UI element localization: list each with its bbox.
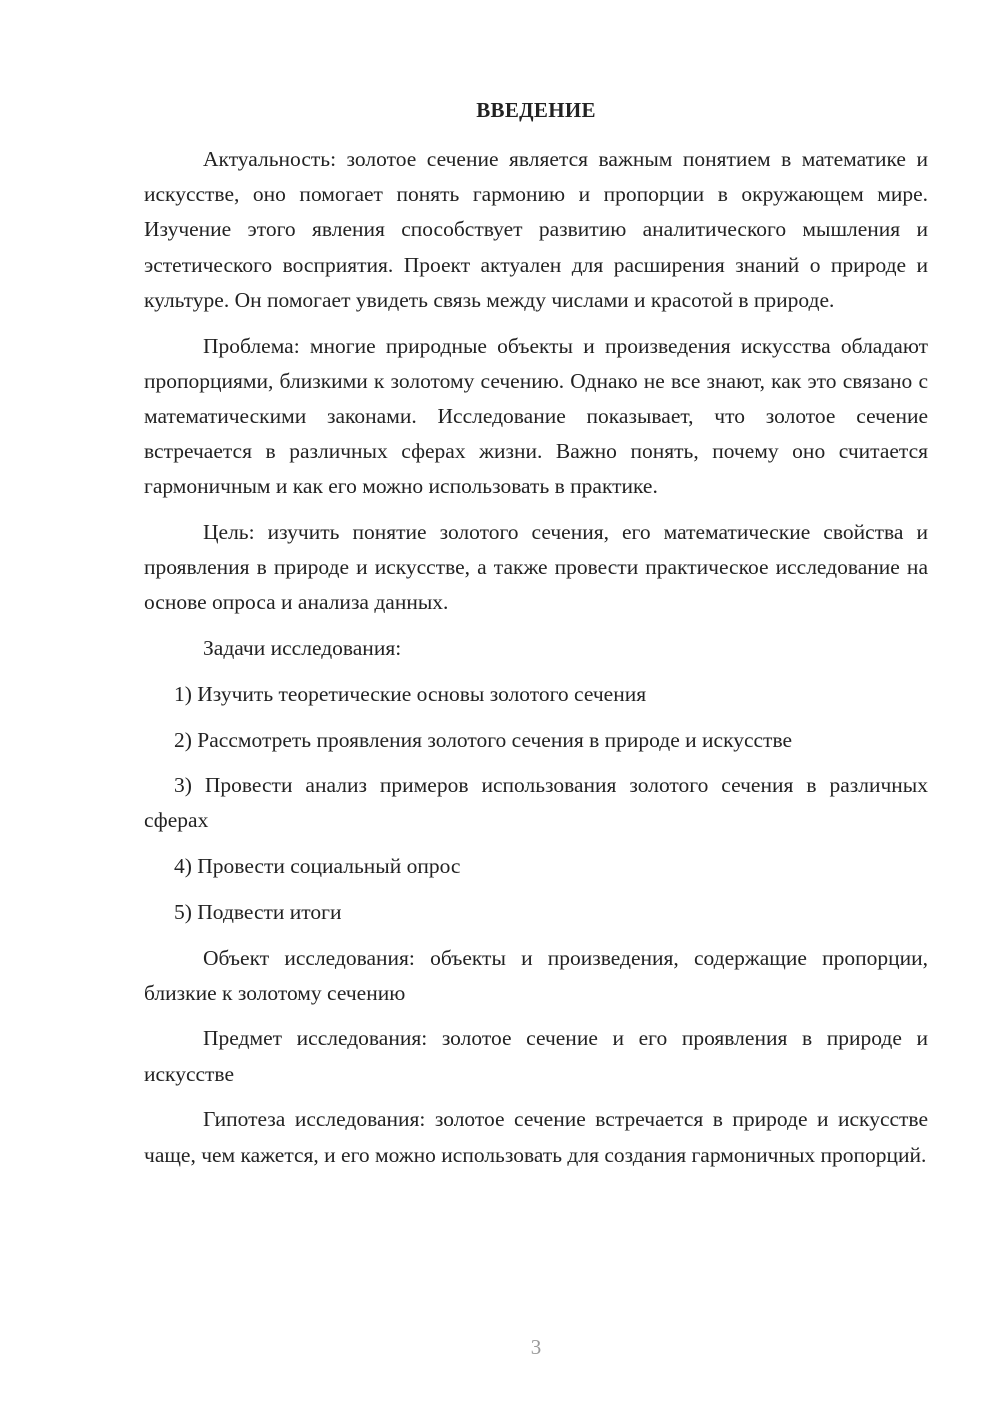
hypothesis-paragraph: Гипотеза исследования: золотое сечение встречается в природе и искусстве чаще, чем кажется, и его можно использовать для создания гармоничных пропорций. [144, 1107, 928, 1167]
relevance-paragraph: Актуальность: золотое сечение является важным понятием в математике и искусстве, оно помогает понять гармонию и пропорции в окружающем мире. Изучение этого явления способствует развитию аналитического мышления и эстетического восприятия. Проект актуален для расширения знаний о природе и культуре. Он помогает увидеть связь между числами и красотой в природе. [144, 147, 928, 312]
task-item-5: 5) Подвести итоги [174, 899, 342, 924]
object-paragraph: Объект исследования: объекты и произведения, содержащие пропорции, близкие к золотому сечению [144, 945, 928, 1005]
subject-paragraph: Предмет исследования: золотое сечение и его проявления в природе и искусстве [144, 1026, 928, 1086]
body-text [144, 142, 928, 1183]
task-item-3: 3) Провести анализ примеров использования золотого сечения в различных сферах [144, 773, 928, 833]
page-number: 3 [530, 1335, 542, 1359]
page-title: ВВЕДЕНИЕ [476, 98, 596, 122]
problem-paragraph: Проблема: многие природные объекты и произведения искусства обладают пропорциями, близкими к золотому сечению. Однако не все знают, как это связано с математическими законами. Исследование показывает, что золотое сечение встречается в различных сферах жизни. Важно понять, почему оно считается гармоничным и как его можно использовать в практике. [144, 333, 928, 499]
task-item-2: 2) Рассмотреть проявления золотого сечения в природе и искусстве [174, 727, 793, 752]
task-item-1: 1) Изучить теоретические основы золотого сечения [174, 681, 647, 706]
tasks-title: Задачи исследования: [203, 636, 402, 661]
goal-paragraph: Цель: изучить понятие золотого сечения, его математические свойства и проявления в природе и искусстве, а также провести практическое исследование на основе опроса и анализа данных. [144, 520, 928, 615]
task-item-4: 4) Провести социальный опрос [174, 854, 461, 879]
